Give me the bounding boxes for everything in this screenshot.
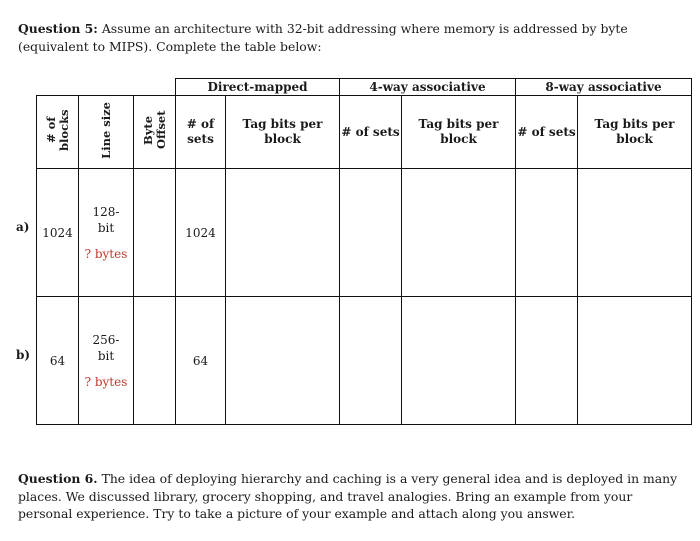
cell-4way-sets[interactable] (340, 297, 402, 425)
cell-4way-sets[interactable] (340, 169, 402, 297)
question-5-text: Assume an architecture with 32-bit addressing where memory is addressed by byte (equivalent to MIPS). Complete the table below: (18, 21, 628, 54)
group-8-way: 8-way associative (516, 79, 692, 96)
question-5 (18, 20, 688, 55)
cell-dm-sets: 1024 (176, 169, 226, 297)
cell-4way-tag[interactable] (402, 169, 516, 297)
cell-blocks: 1024 (37, 169, 79, 297)
row-label-a: a) (16, 220, 30, 234)
col-4way-tag: Tag bits per block (402, 96, 516, 169)
cell-line-size: 128- bit ? bytes (79, 169, 134, 297)
cache-table (36, 78, 692, 425)
column-header-row (37, 96, 692, 169)
question-5-label: Question 5: (18, 21, 98, 36)
row-label-b: b) (16, 348, 31, 362)
cell-byte-offset[interactable] (134, 169, 176, 297)
cell-dm-sets: 64 (176, 297, 226, 425)
col-8way-sets: # of sets (516, 96, 578, 169)
cell-8way-tag[interactable] (578, 297, 692, 425)
question-6-label: Question 6. (18, 471, 98, 486)
cell-4way-tag[interactable] (402, 297, 516, 425)
cell-line-size: 256- bit ? bytes (79, 297, 134, 425)
question-6-text: The idea of deploying hierarchy and caching is a very general idea and is deployed in many places. We discussed library, grocery shopping, and travel analogies. Bring an example from your personal experience. Try to take a picture of your example and attach along you answer. (18, 471, 678, 521)
cell-byte-offset[interactable] (134, 297, 176, 425)
question-6 (18, 470, 688, 523)
cell-dm-tag[interactable] (226, 169, 340, 297)
col-8way-tag: Tag bits per block (578, 96, 692, 169)
cell-8way-tag[interactable] (578, 169, 692, 297)
cell-8way-sets[interactable] (516, 297, 578, 425)
bytes-placeholder: ? bytes (84, 246, 128, 261)
col-blocks: # of blocks (37, 96, 79, 169)
group-4-way: 4-way associative (340, 79, 516, 96)
cell-blocks: 64 (37, 297, 79, 425)
group-direct-mapped: Direct-mapped (176, 79, 340, 96)
col-line-size: Line size (79, 96, 134, 169)
cell-dm-tag[interactable] (226, 297, 340, 425)
col-byte-offset: Byte Offset (134, 96, 176, 169)
col-4way-sets: # of sets (340, 96, 402, 169)
col-dm-tag: Tag bits per block (226, 96, 340, 169)
col-dm-sets: # of sets (176, 96, 226, 169)
table-row (37, 297, 692, 425)
cell-8way-sets[interactable] (516, 169, 578, 297)
group-header-row (37, 79, 692, 96)
table-row (37, 169, 692, 297)
bytes-placeholder: ? bytes (84, 374, 128, 389)
